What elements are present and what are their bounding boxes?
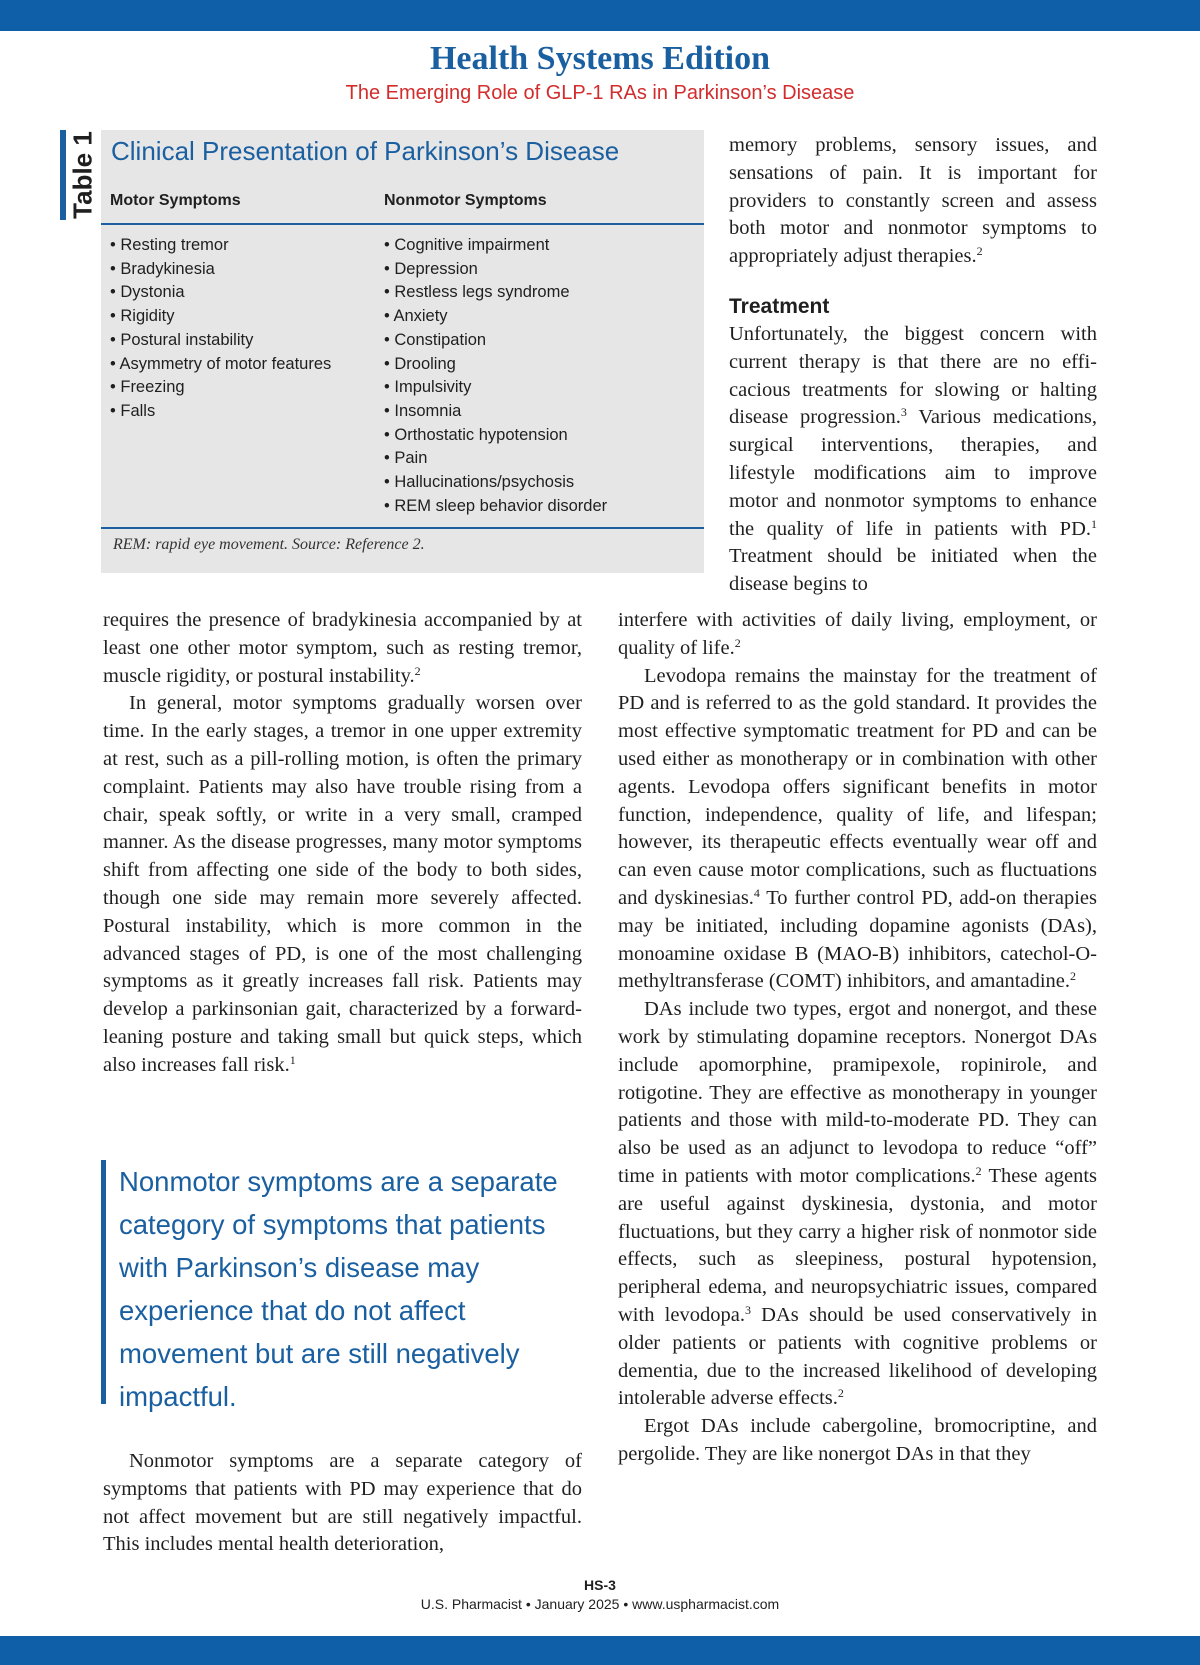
motor-symptoms-list xyxy=(110,234,331,424)
body-paragraph: Unfortunately, the biggest concern with current therapy is that there are no efficacious treatments for slowing or halting disease progression.$^3$ Various medications, surgical interventions, therapies, and lifestyle modifications aim to improve motor and nonmotor symptoms to enhance the quality of life in patients with PD.$^1$ Treatment should be initiated when the disease begins to xyxy=(729,322,1097,596)
citation: 3 xyxy=(744,1302,751,1317)
list-item: • Constipation xyxy=(384,330,487,349)
list-item: • Freezing xyxy=(110,378,185,397)
table-footer-rule xyxy=(101,527,704,529)
list-item: • Orthostatic hypotension xyxy=(384,425,568,444)
edition-title: Health Systems Edition xyxy=(429,40,771,77)
citation: 2 xyxy=(734,635,741,650)
body-paragraph: requires the presence of bradykinesia accompanied by at least one other motor symptom, such as resting tremor, muscle rigidity, or postural instability.$^2$ xyxy=(103,609,582,687)
table-tab-label: Table 1 xyxy=(67,131,98,219)
left-column-top xyxy=(103,607,582,1080)
table-title: Clinical Presentation of Parkinson’s Disease xyxy=(111,136,620,166)
body-paragraph: Levodopa remains the mainstay for the treatment of PD and is referred to as the gold standard. It provides the most effective symptomatic treatment for PD and can be used either as monotherapy or in combination with other agents. Levodopa offers significant benefits in motor function, independence, quality of life, and lifespan; however, its therapeutic effects eventually wear off and can even cause motor complications, such as fluctuations and dyskinesias.$^4$ To further control PD, add-on therapies may be initiated, including dopamine agonists (DAs), monoamine oxidase B (MAO-B) inhibitors, catechol-O-methyltransferase (COMT) inhibitors, and amantadine.$^2$ xyxy=(618,664,1097,993)
symptoms-table xyxy=(101,130,704,573)
list-item: • Insomnia xyxy=(384,401,462,420)
table-header-rule xyxy=(101,223,704,225)
section-heading-treatment: Treatment xyxy=(729,294,830,318)
left-column-bottom xyxy=(103,1448,582,1559)
list-item: • Hallucinations/psychosis xyxy=(384,473,575,492)
list-item: • Resting tremor xyxy=(110,236,229,254)
body-paragraph: In general, motor symptoms gradually worsen over time. In the early stages, a tremor in one upper extremity at rest, such as a pill-rolling motion, is often the primary complaint. Patients may also have trouble rising from a chair, speak softly, or write in a very small, cramped manner. As the disease progresses, many motor symptoms shift from affecting one side of the body to both sides, though one side may remain more severely affected. Postural instability, which is more common in the advanced stages of PD, is one of the most challenging symptoms as it greatly increases fall risk. Patients may develop a parkinsonian gait, characterized by a forward-leaning posture and taking small but quick steps, which also increases fall risk.$^1$ xyxy=(103,692,582,1076)
table-footnote: REM: rapid eye movement. Source: Reference 2. xyxy=(113,536,425,553)
bottom-banner-bar xyxy=(0,1636,1200,1665)
citation: 1 xyxy=(1091,516,1097,531)
right-column-narrow xyxy=(729,132,1097,599)
list-item: • Falls xyxy=(110,401,156,420)
citation: 2 xyxy=(837,1386,844,1401)
body-paragraph: Ergot DAs include cabergoline, bromocriptine, and pergolide. They are like nonergot DAs in that they xyxy=(618,1415,1097,1465)
list-item: • Pain xyxy=(384,449,428,468)
list-item: • Asymmetry of motor features xyxy=(110,354,332,373)
list-item: • Impulsivity xyxy=(384,378,472,397)
publication-info: U.S. Pharmacist • January 2025 • www.uspharmacist.com xyxy=(420,1596,780,1612)
citation: 2 xyxy=(1070,969,1077,984)
citation: 2 xyxy=(414,663,421,678)
right-column-wide xyxy=(618,607,1097,1469)
body-paragraph: Nonmotor symptoms are a separate category of symptoms that patients with PD may experience that do not affect movement but are still negatively impactful. This includes mental health deterioration, xyxy=(103,1450,582,1556)
list-item: • Restless legs syndrome xyxy=(384,283,570,302)
nonmotor-symptoms-header: Nonmotor Symptoms xyxy=(384,192,547,209)
body-paragraph: interfere with activities of daily living, employment, or quality of life.$^2$ xyxy=(618,609,1097,659)
body-paragraph: DAs include two types, ergot and nonergot, and these work by stimulating dopamine receptors. Nonergot DAs include apomorphine, pramipexole, ropinirole, and rotigotine. They are effective as monotherapy in younger patients and those with mild-to-moderate PD. They can also be used as an adjunct to levodopa to reduce “off” time in patients with motor complications.$^2$ These agents are useful against dyskinesia, dystonia, and motor fluctuations, but they carry a higher risk of nonmotor side effects, such as sleepiness, postural hypotension, peripheral edema, and neuropsychiatric issues, compared with levodopa.$^3$ DAs should be used conservatively in older patients or patients with cognitive problems or dementia, due to the increased likelihood of developing intolerable adverse effects.$^2$ xyxy=(618,998,1098,1410)
citation: 4 xyxy=(753,885,760,900)
list-item: • Dystonia xyxy=(110,283,185,302)
list-item: • REM sleep behavior disorder xyxy=(384,496,608,515)
article-subtitle: The Emerging Role of GLP-1 RAs in Parkinson’s Disease xyxy=(345,82,855,104)
list-item: • Cognitive impairment xyxy=(384,236,550,254)
pull-quote: Nonmotor symptoms are a separate category of symptoms that patients with Parkinson’s disease may experience that do not affect movement but are still negatively impactful. xyxy=(101,1160,589,1404)
table-tab xyxy=(60,130,96,220)
list-item: • Depression xyxy=(384,259,478,278)
citation: 2 xyxy=(976,244,983,259)
table-tab-bar xyxy=(60,130,66,220)
citation: 1 xyxy=(289,1052,296,1067)
page-number: HS-3 xyxy=(584,1577,616,1593)
nonmotor-symptoms-list xyxy=(384,234,607,518)
body-paragraph: memory problems, sensory issues, and sensations of pain. It is important for providers to constantly screen and assess both motor and nonmotor symptoms to appropriately adjust therapies.$^2$ xyxy=(729,134,1097,268)
list-item: • Bradykinesia xyxy=(110,259,215,278)
list-item: • Drooling xyxy=(384,354,456,373)
citation: 3 xyxy=(900,405,907,420)
list-item: • Postural instability xyxy=(110,330,254,349)
list-item: • Anxiety xyxy=(384,307,448,326)
list-item: • Rigidity xyxy=(110,307,175,326)
motor-symptoms-header: Motor Symptoms xyxy=(110,192,241,209)
citation: 2 xyxy=(975,1163,982,1178)
top-banner-bar xyxy=(0,0,1200,31)
